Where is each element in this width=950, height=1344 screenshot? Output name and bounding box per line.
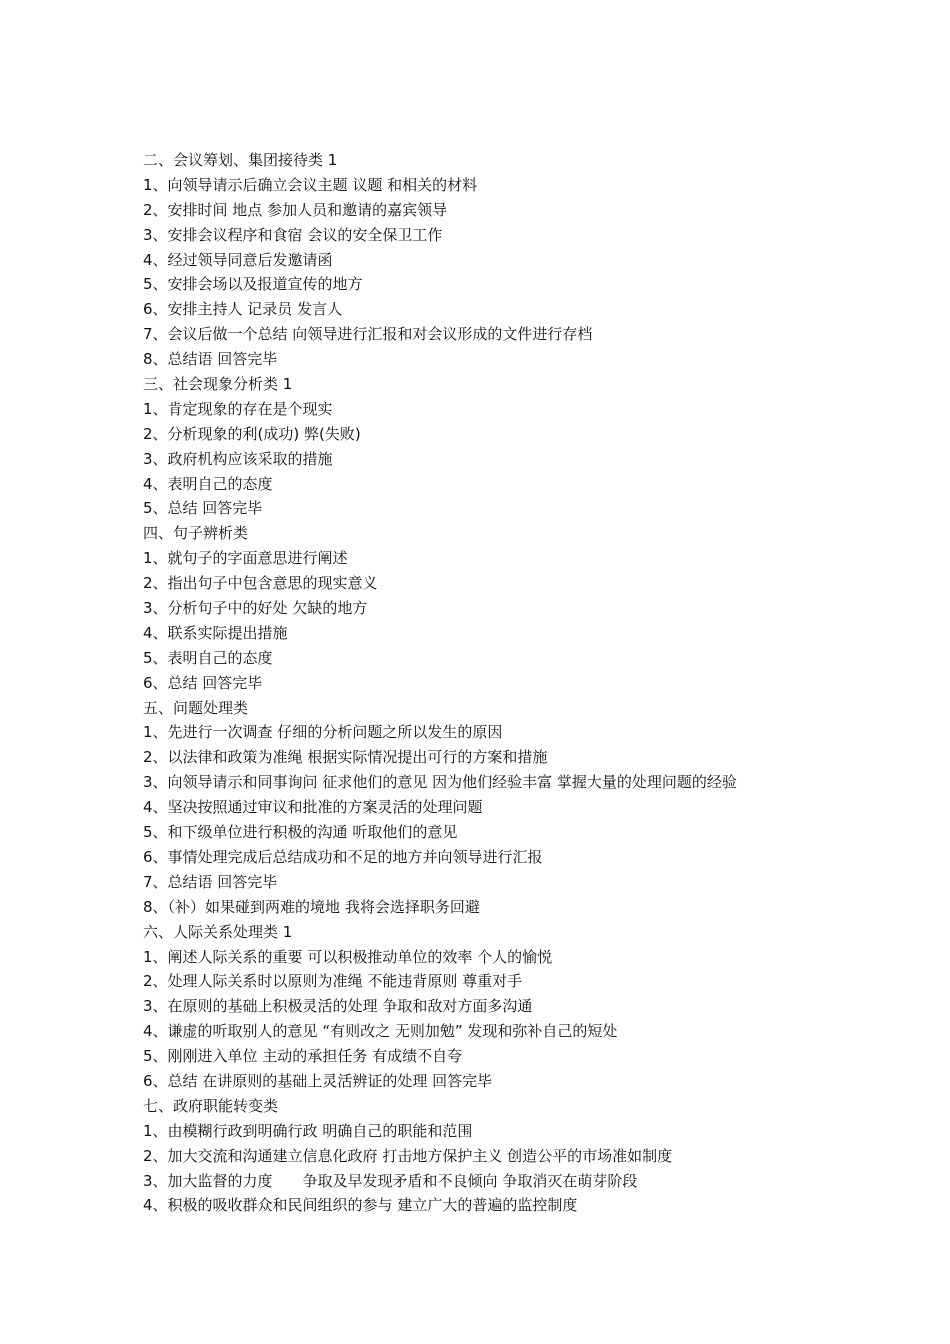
list-item: 7、总结语 回答完毕 [143, 872, 278, 891]
list-item: 4、积极的吸收群众和民间组织的参与 建立广大的普遍的监控制度 [143, 1196, 578, 1215]
section-heading-5: 五、问题处理类 [143, 698, 249, 717]
section-heading-7: 七、政府职能转变类 [143, 1096, 279, 1115]
list-item: 8、（补）如果碰到两难的境地 我将会选择职务回避 [143, 897, 480, 916]
list-item: 3、分析句子中的好处 欠缺的地方 [143, 599, 368, 618]
list-item: 4、坚决按照通过审议和批准的方案灵活的处理问题 [143, 798, 483, 817]
list-item: 3、安排会议程序和食宿 会议的安全保卫工作 [143, 225, 443, 244]
list-item: 5、表明自己的态度 [143, 648, 273, 667]
section-heading-3: 三、社会现象分析类 1 [143, 375, 293, 394]
list-item: 4、谦虚的听取别人的意见 “有则改之 无则加勉” 发现和弥补自己的短处 [143, 1022, 618, 1041]
document-body [143, 148, 923, 1218]
list-item: 1、由模糊行政到明确行政 明确自己的职能和范围 [143, 1121, 473, 1140]
list-item: 4、经过领导同意后发邀请函 [143, 250, 333, 269]
list-item: 6、安排主持人 记录员 发言人 [143, 300, 343, 319]
list-item: 4、联系实际提出措施 [143, 623, 288, 642]
list-item: 1、向领导请示后确立会议主题 议题 和相关的材料 [143, 175, 478, 194]
list-item: 2、安排时间 地点 参加人员和邀请的嘉宾领导 [143, 200, 448, 219]
list-item: 3、加大监督的力度 争取及早发现矛盾和不良倾向 争取消灭在萌芽阶段 [143, 1171, 638, 1190]
list-item: 2、分析现象的利(成功) 弊(失败) [143, 424, 361, 443]
list-item: 2、加大交流和沟通建立信息化政府 打击地方保护主义 创造公平的市场准如制度 [143, 1146, 673, 1165]
list-item: 2、处理人际关系时以原则为准绳 不能违背原则 尊重对手 [143, 972, 523, 991]
list-item: 6、总结 在讲原则的基础上灵活辨证的处理 回答完毕 [143, 1071, 493, 1090]
list-item: 1、阐述人际关系的重要 可以积极推动单位的效率 个人的愉悦 [143, 947, 553, 966]
list-item: 5、总结 回答完毕 [143, 499, 263, 518]
list-item: 6、事情处理完成后总结成功和不足的地方并向领导进行汇报 [143, 847, 543, 866]
list-item: 6、总结 回答完毕 [143, 673, 263, 692]
list-item: 8、总结语 回答完毕 [143, 350, 278, 369]
list-item: 1、肯定现象的存在是个现实 [143, 399, 333, 418]
section-heading-4: 四、句子辨析类 [143, 524, 249, 543]
list-item: 2、以法律和政策为准绳 根据实际情况提出可行的方案和措施 [143, 748, 548, 767]
section-heading-2: 二、会议筹划、集团接待类 1 [143, 151, 338, 169]
list-item: 3、政府机构应该采取的措施 [143, 449, 333, 468]
section-heading-6: 六、人际关系处理类 1 [143, 922, 293, 941]
list-item: 2、指出句子中包含意思的现实意义 [143, 574, 378, 593]
list-item: 3、向领导请示和同事询问 征求他们的意见 因为他们经验丰富 掌握大量的处理问题的经验 [143, 773, 737, 792]
list-item: 4、表明自己的态度 [143, 474, 273, 493]
list-item: 5、和下级单位进行积极的沟通 听取他们的意见 [143, 823, 458, 842]
list-item: 1、就句子的字面意思进行阐述 [143, 549, 348, 568]
list-item: 7、会议后做一个总结 向领导进行汇报和对会议形成的文件进行存档 [143, 325, 593, 344]
list-item: 1、先进行一次调查 仔细的分析问题之所以发生的原因 [143, 723, 503, 742]
list-item: 3、在原则的基础上积极灵活的处理 争取和敌对方面多沟通 [143, 997, 533, 1016]
list-item: 5、安排会场以及报道宣传的地方 [143, 275, 363, 294]
list-item: 5、刚刚进入单位 主动的承担任务 有成绩不自夸 [143, 1047, 463, 1066]
